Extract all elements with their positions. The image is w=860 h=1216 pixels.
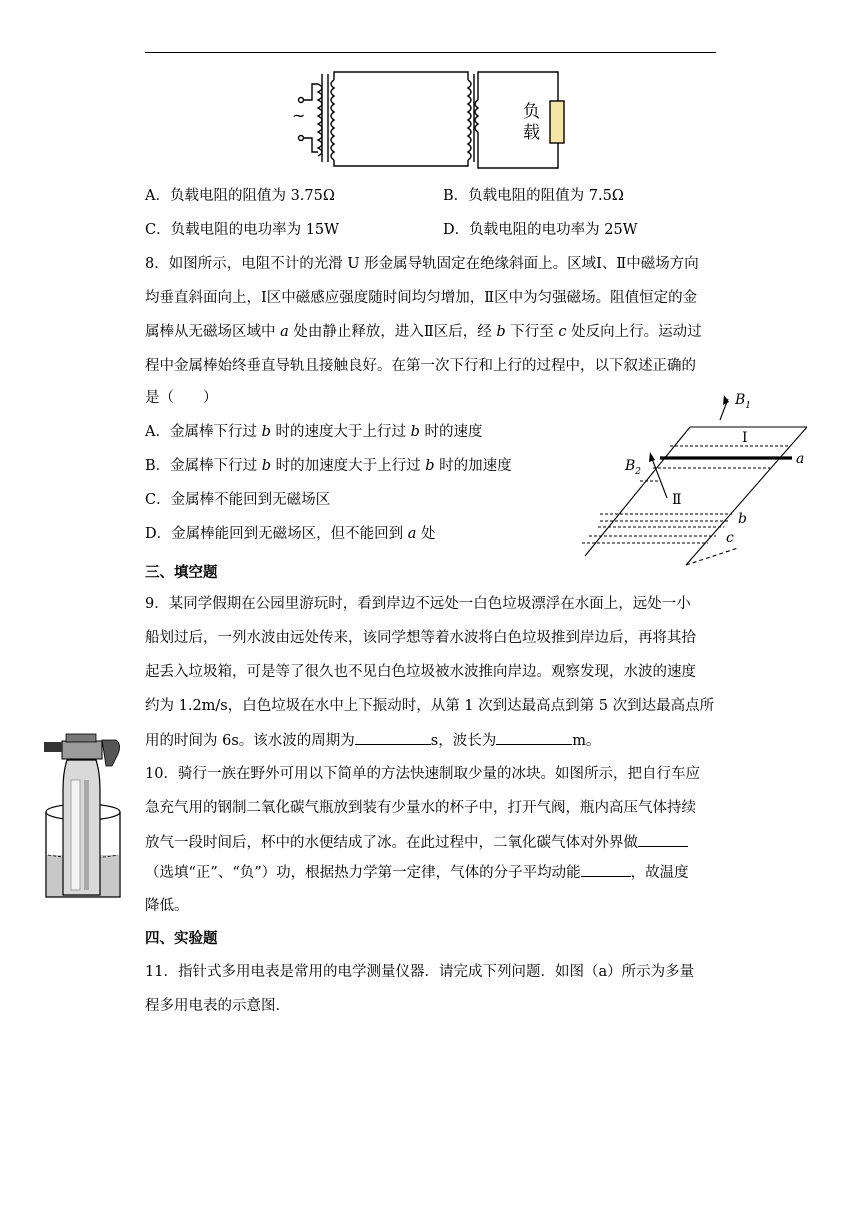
svg-text:c: c — [726, 530, 734, 546]
q9-stem-line-4: 约为 1.2m/s，白色垃圾在水中上下振动时，从第 1 次到达最高点到第 5 次到达最高点所 — [145, 698, 715, 714]
q10-stem-line-4: （选填“正”、“负”）功，根据热力学第一定律，气体的分子平均动能 ，故温度 — [145, 862, 689, 883]
q8-stem-line-3: 属棒从无磁场区域中 a 处由静止释放，进入Ⅱ区后，经 b 下行至 c 处反向上行。运动过 — [145, 324, 702, 340]
svg-text:B2: $B_2$ — [625, 458, 642, 477]
ac-symbol: ~ — [292, 106, 306, 125]
q8-stem-line-2: 均垂直斜面向上，Ⅰ区中磁感应强度随时间均匀增加，Ⅱ区中为匀强磁场。阻值恒定的金 — [145, 290, 698, 306]
section-heading-experiment: 四、实验题 — [145, 931, 218, 947]
q11-stem-line-2: 程多用电表的示意图． — [145, 998, 290, 1014]
q8-option-a: A．金属棒下行过 b 时的速度大于上行过 b 时的速度 — [145, 424, 483, 440]
q9-stem-line-2: 船划过后，一列水波由远处传来，该同学想等着水波将白色垃圾推到岸边后，再将其拾 — [145, 630, 696, 646]
q10-stem-line-5: 降低。 — [145, 898, 189, 914]
q11-stem-line-1: 11．指针式多用电表是常用的电学测量仪器．请完成下列问题．如图（a）所示为多量 — [145, 964, 695, 980]
q9-stem-line-3: 起丢入垃圾箱，可是等了很久也不见白色垃圾被水波推向岸边。观察发现，水波的速度 — [145, 664, 696, 680]
svg-text:Ⅰ: Ⅰ — [742, 430, 748, 446]
q8-option-c: C．金属棒不能回到无磁场区 — [145, 492, 331, 508]
q8-stem-line-1: 8．如图所示，电阻不计的光滑 U 形金属导轨固定在绝缘斜面上。区域Ⅰ、Ⅱ中磁场方向 — [145, 256, 699, 272]
q9-stem-line-5: 用的时间为 6s。该水波的周期为 s，波长为 m。 — [145, 730, 600, 751]
q8-stem-line-5: 是（ ） — [145, 390, 218, 406]
q7-option-c: C．负载电阻的电功率为 15W — [145, 222, 340, 238]
q7-option-b: B．负载电阻的阻值为 7.5Ω — [443, 188, 624, 204]
q8-stem-line-4: 程中金属棒始终垂直导轨且接触良好。在第一次下行和上行的过程中，以下叙述正确的 — [145, 358, 696, 374]
svg-text:Ⅱ: Ⅱ — [672, 492, 682, 508]
q8-option-d: D．金属棒能回到无磁场区，但不能回到 a 处 — [145, 526, 436, 542]
svg-text:B1: $B_1$ — [735, 392, 752, 411]
q7-option-d: D．负载电阻的电功率为 25W — [443, 222, 638, 238]
q8-option-b: B．金属棒下行过 b 时的加速度大于上行过 b 时的加速度 — [145, 458, 512, 474]
svg-text:a: a — [796, 451, 805, 467]
svg-text:b: b — [738, 511, 747, 527]
section-heading-fill-blank: 三、填空题 — [145, 565, 218, 581]
q10-stem-line-2: 急充气用的钢制二氧化碳气瓶放到装有少量水的杯子中，打开气阀，瓶内高压气体持续 — [145, 800, 696, 816]
q7-option-a: A．负载电阻的阻值为 3.75Ω — [145, 188, 335, 204]
q9-stem-line-1: 9．某同学假期在公园里游玩时，看到岸边不远处一白色垃圾漂浮在水面上，远处一小 — [145, 596, 691, 612]
q10-stem-line-3: 放气一段时间后，杯中的水便结成了冰。在此过程中，二氧化碳气体对外界做 — [145, 832, 688, 853]
load-label: 负载 — [523, 102, 540, 143]
q10-stem-line-1: 10．骑行一族在野外可用以下简单的方法快速制取少量的冰块。如图所示，把自行车应 — [145, 766, 700, 782]
